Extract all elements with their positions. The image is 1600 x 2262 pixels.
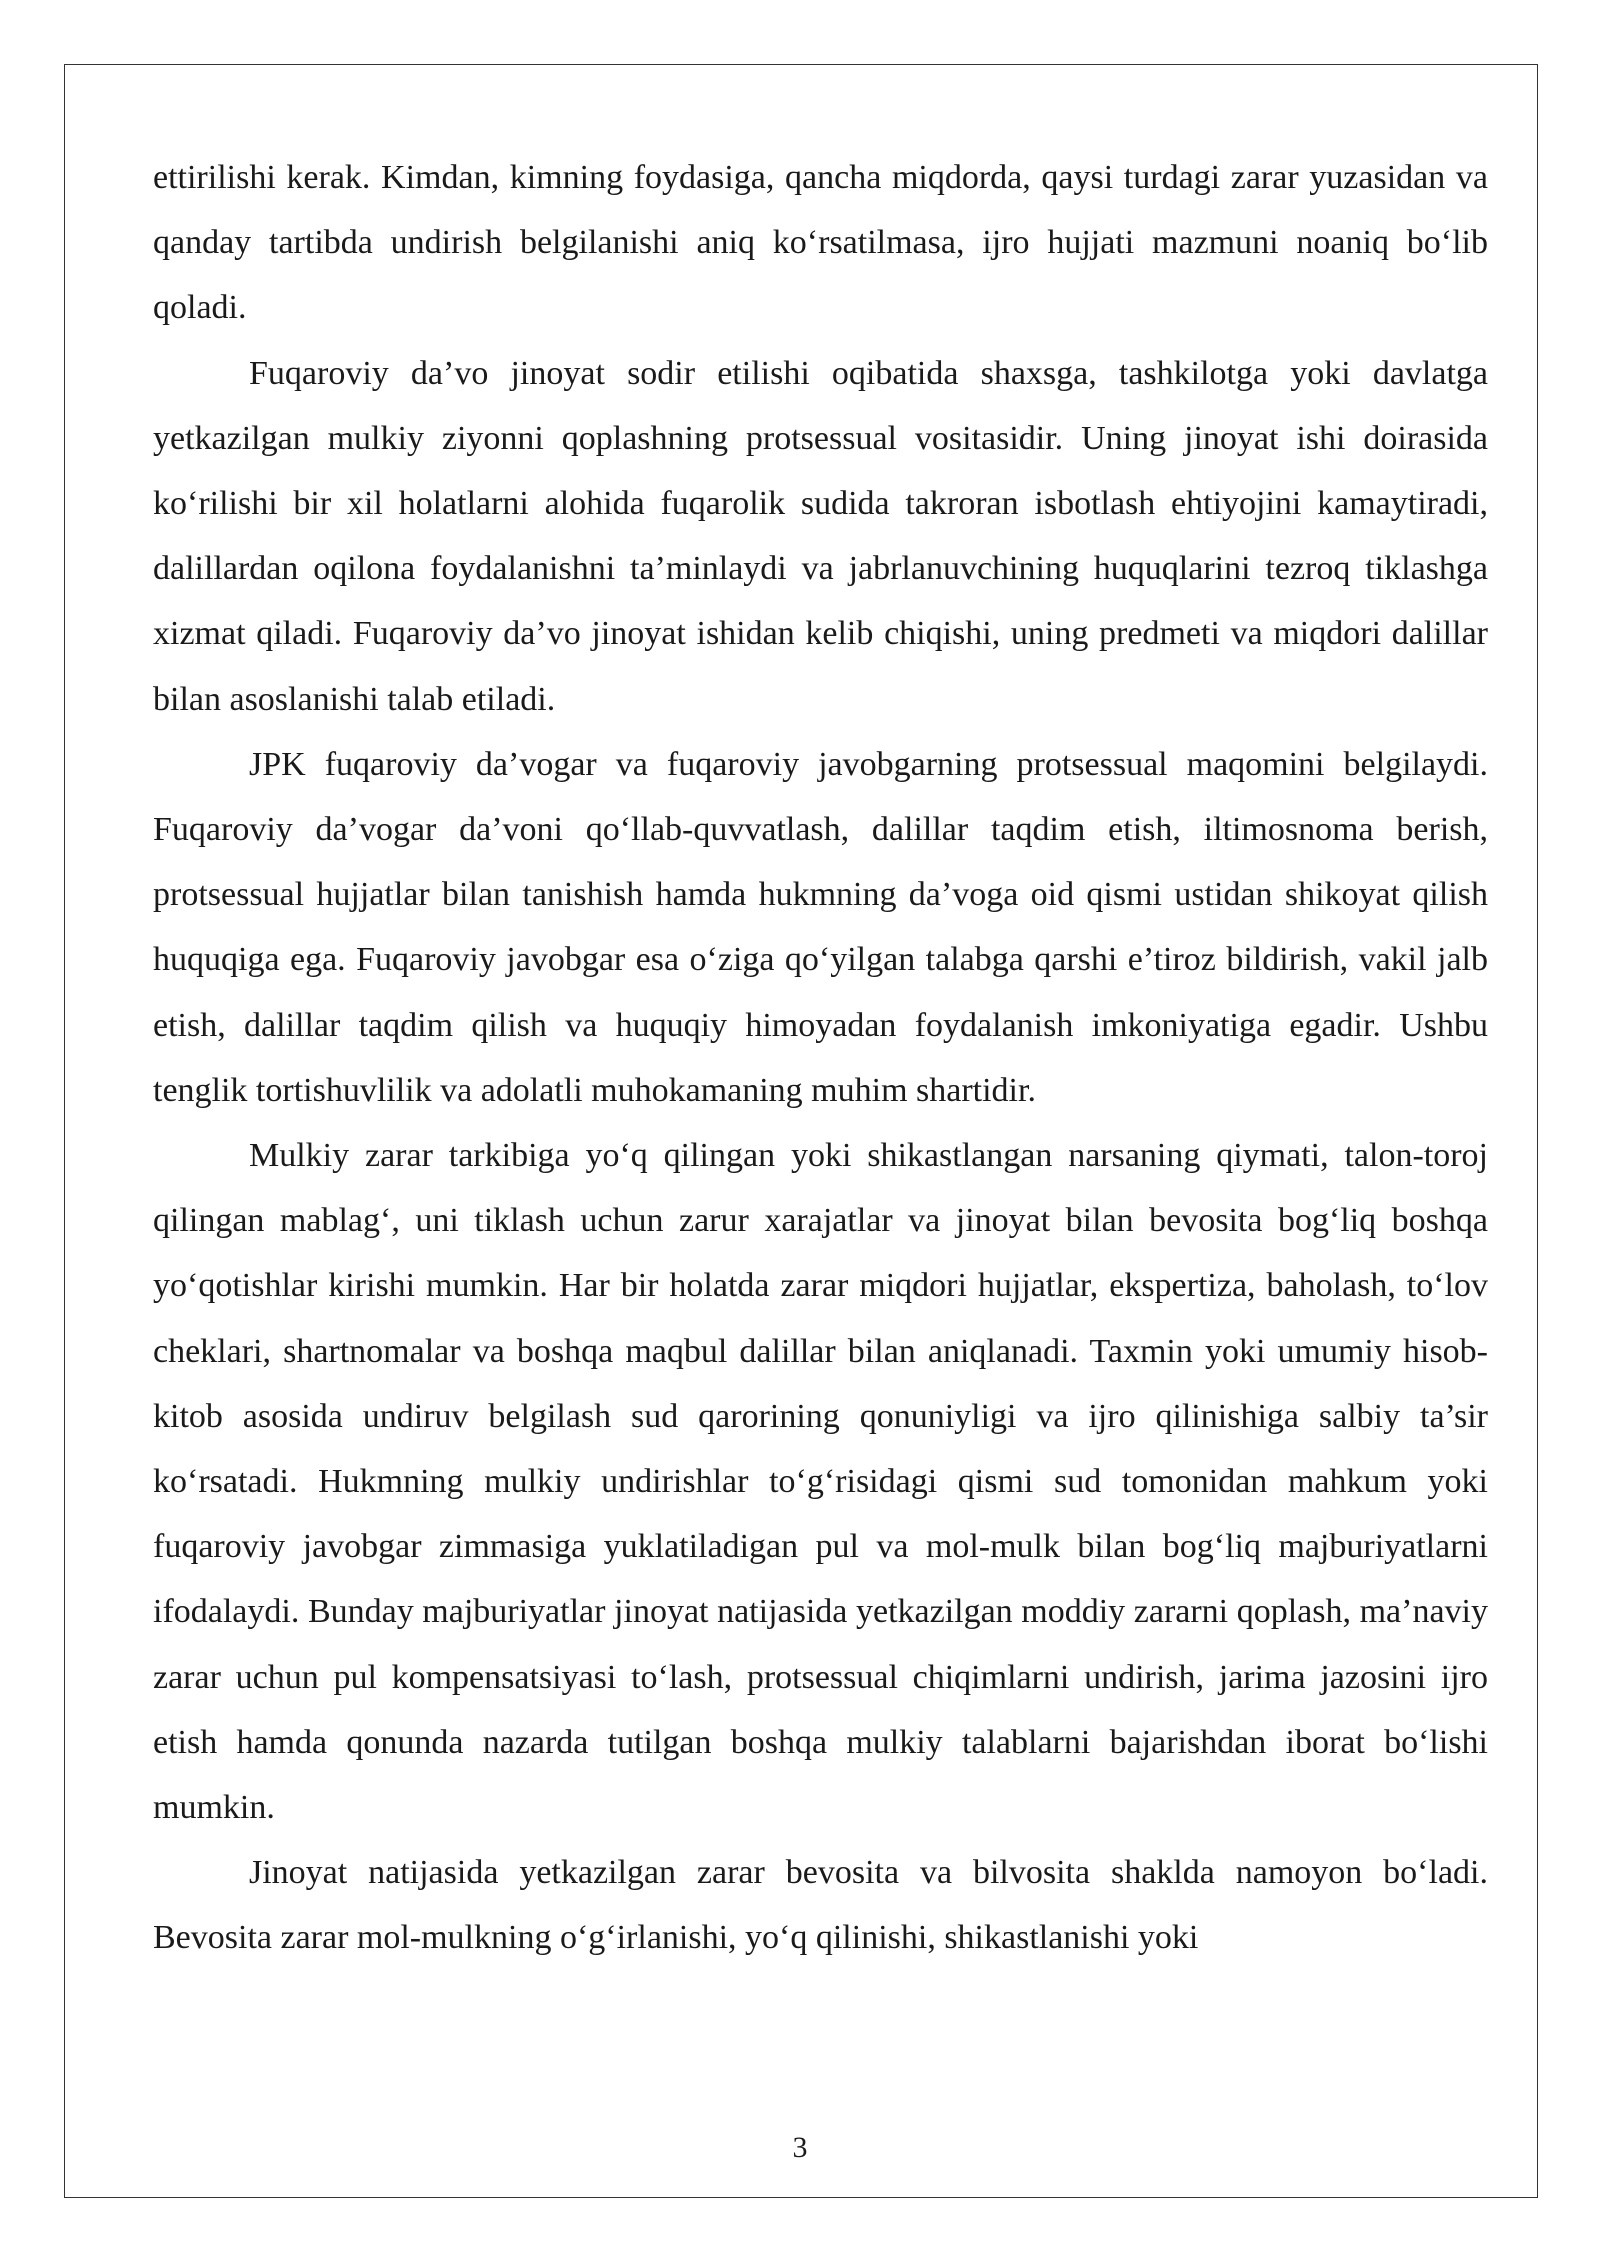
paragraph-direct-indirect-damage: Jinoyat natijasida yetkazilgan zarar bevosita va bilvosita shaklda namoyon bo‘ladi. Bevosita zarar mol-mulkning o‘g‘irlanishi, yo‘q qilinishi, shikastlanishi yoki bbox=[153, 1854, 1488, 1957]
paragraph-property-damage: Mulkiy zarar tarkibiga yo‘q qilingan yoki shikastlangan narsaning qiymati, talon-toroj qilingan mablag‘, uni tiklash uchun zarur xarajatlar va jinoyat bilan bevosita bog‘liq boshqa yo‘qotishlar kirishi mumkin. Har bir holatda zarar miqdori hujjatlar, ekspertiza, baholash, to‘lov cheklari, shartnomalar va boshqa maqbul dalillar bilan aniqlanadi. Taxmin yoki umumiy hisob-kitob asosida undiruv belgilash sud qarorining qonuniyligi va ijro qilinishiga salbiy ta’sir ko‘rsatadi. Hukmning mulkiy undirishlar to‘g‘risidagi qismi sud tomonidan mahkum yoki fuqaroviy javobgar zimmasiga yuklatiladigan pul va mol-mulk bilan bog‘liq majburiyatlarni ifodalaydi. Bunday majburiyatlar jinoyat natijasida yetkazilgan moddiy zararni qoplash, ma’naviy zarar uchun pul kompensatsiyasi to‘lash, protsessual chiqimlarni undirish, jarima jazosini ijro etish hamda qonunda nazarda tutilgan boshqa mulkiy talablarni bajarishdan iborat bo‘lishi mumkin. bbox=[153, 1137, 1488, 1827]
paragraph-continuation: ettirilishi kerak. Kimdan, kimning foydasiga, qancha miqdorda, qaysi turdagi zarar yuzasidan va qanday tartibda undirish belgilanishi aniq ko‘rsatilmasa, ijro hujjati mazmuni noaniq bo‘lib qoladi. bbox=[153, 159, 1488, 327]
paragraph-jpk-status: JPK fuqaroviy da’vogar va fuqaroviy javobgarning protsessual maqomini belgilaydi. Fuqaroviy da’vogar da’voni qo‘llab-quvvatlash, dalillar taqdim etish, iltimosnoma berish, protsessual hujjatlar bilan tanishish hamda hukmning da’voga oid qismi ustidan shikoyat qilish huquqiga ega. Fuqaroviy javobgar esa o‘ziga qo‘yilgan talabga qarshi e’tiroz bildirish, vakil jalb etish, dalillar taqdim qilish va huquqiy himoyadan foydalanish imkoniyatiga egadir. Ushbu tenglik tortishuvlilik va adolatli muhokamaning muhim shartidir. bbox=[153, 745, 1488, 1109]
paragraph-civil-claim: Fuqaroviy da’vo jinoyat sodir etilishi oqibatida shaxsga, tashkilotga yoki davlatga yetkazilgan mulkiy ziyonni qoplashning protsessual vositasidir. Uning jinoyat ishi doirasida ko‘rilishi bir xil holatlarni alohida fuqarolik sudida takroran isbotlash ehtiyojini kamaytiradi, dalillardan oqilona foydalanishni ta’minlaydi va jabrlanuvchining huquqlarini tezroq tiklashga xizmat qiladi. Fuqaroviy da’vo jinoyat ishidan kelib chiqishi, uning predmeti va miqdori dalillar bilan asoslanishi talab etiladi. bbox=[153, 354, 1488, 718]
page-number: 3 bbox=[792, 2131, 808, 2164]
document-body bbox=[153, 145, 1488, 1971]
